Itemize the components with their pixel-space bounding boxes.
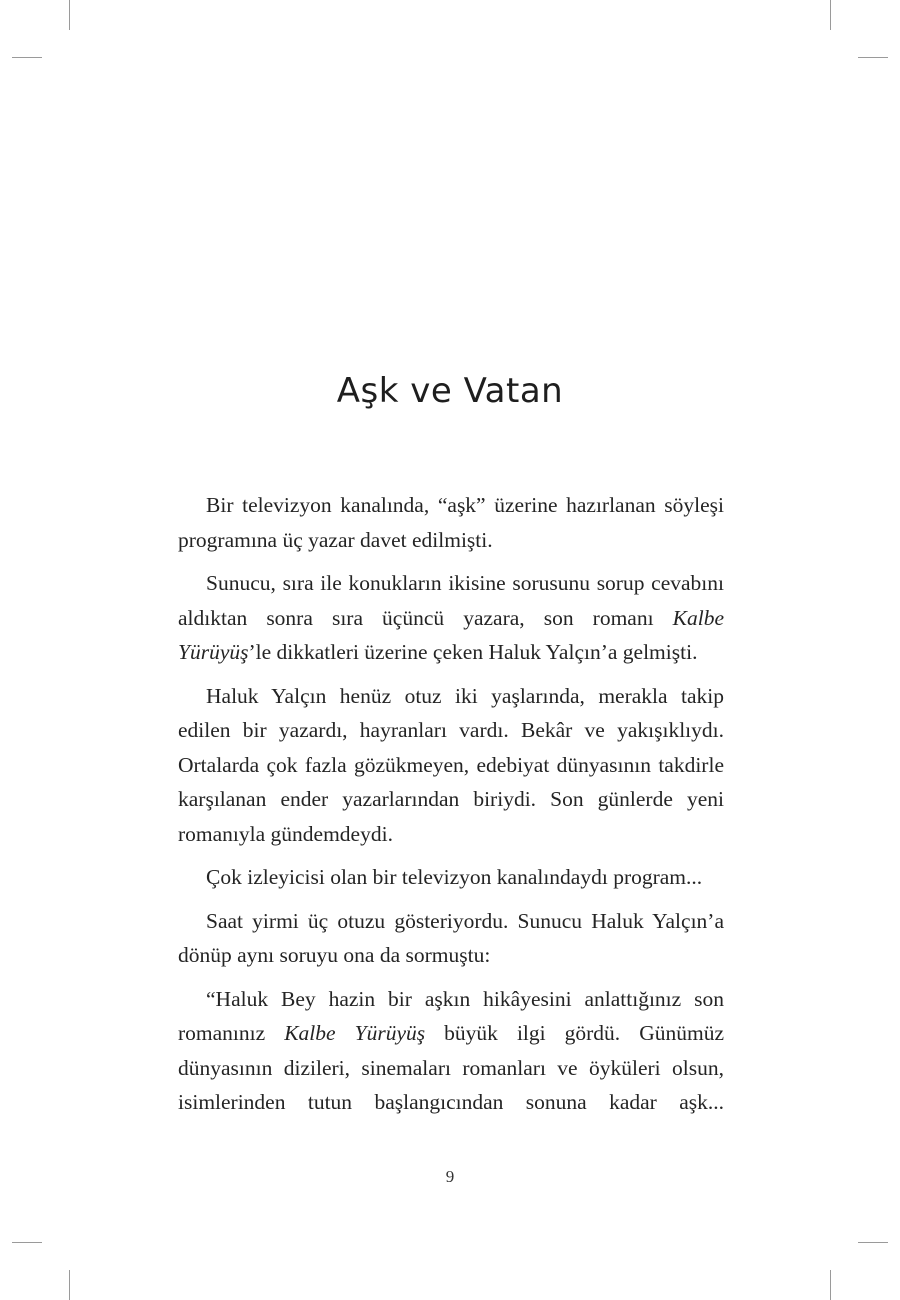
crop-mark bbox=[830, 0, 831, 30]
paragraph bbox=[178, 860, 724, 895]
paragraph bbox=[178, 566, 724, 670]
crop-mark bbox=[69, 1270, 70, 1300]
crop-mark bbox=[858, 57, 888, 58]
text-segment: Bir televizyon kanalında, “aşk” üzerine hazırlanan söyleşi programına üç yazar davet edilmişti. bbox=[178, 493, 724, 552]
text-segment: ’le dikkatleri üzerine çeken Haluk Yalçın’a gelmişti. bbox=[248, 640, 698, 664]
crop-mark bbox=[69, 0, 70, 30]
body-text bbox=[178, 488, 724, 1129]
crop-mark bbox=[858, 1242, 888, 1243]
text-segment: Çok izleyicisi olan bir televizyon kanalındaydı program... bbox=[206, 865, 703, 889]
paragraph bbox=[178, 488, 724, 557]
crop-mark bbox=[12, 57, 42, 58]
text-segment: Sunucu, sıra ile konukların ikisine sorusunu sorup cevabını aldıktan sonra sıra üçüncü yazara, son romanı bbox=[178, 571, 724, 630]
text-segment: Haluk Yalçın henüz otuz iki yaşlarında, merakla takip edilen bir yazardı, hayranları vardı. Bekâr ve yakışıklıydı. Ortalarda çok fazla gözükmeyen, edebiyat dünyasının takdirle karşılanan ender yazarlarından biriydi. Son günlerde yeni romanıyla gündemdeydi. bbox=[178, 683, 724, 846]
page-number: 9 bbox=[445, 1167, 455, 1186]
crop-mark bbox=[12, 1242, 42, 1243]
text-segment: “Haluk Bey hazin bir aşkın hikâyesini anlattığınız son romanınız bbox=[178, 986, 724, 1045]
chapter-title: Aşk ve Vatan bbox=[336, 370, 564, 411]
crop-mark bbox=[830, 1270, 831, 1300]
book-title-italic: Kalbe Yürüyüş bbox=[284, 1021, 426, 1045]
paragraph bbox=[178, 982, 724, 1120]
text-segment: Saat yirmi üç otuzu gösteriyordu. Sunucu Haluk Yalçın’a dönüp aynı soruyu ona da sormuştu: bbox=[178, 908, 724, 967]
book-title-italic: Kalbe Yürüyüş bbox=[178, 605, 724, 664]
text-segment: büyük ilgi gördü. Günümüz dünyasının dizileri, sinemaları romanları ve öyküleri olsun, isimlerinden tutun başlangıcından sonuna kadar aşk... bbox=[178, 1021, 725, 1114]
paragraph bbox=[178, 679, 724, 852]
paragraph bbox=[178, 904, 724, 973]
